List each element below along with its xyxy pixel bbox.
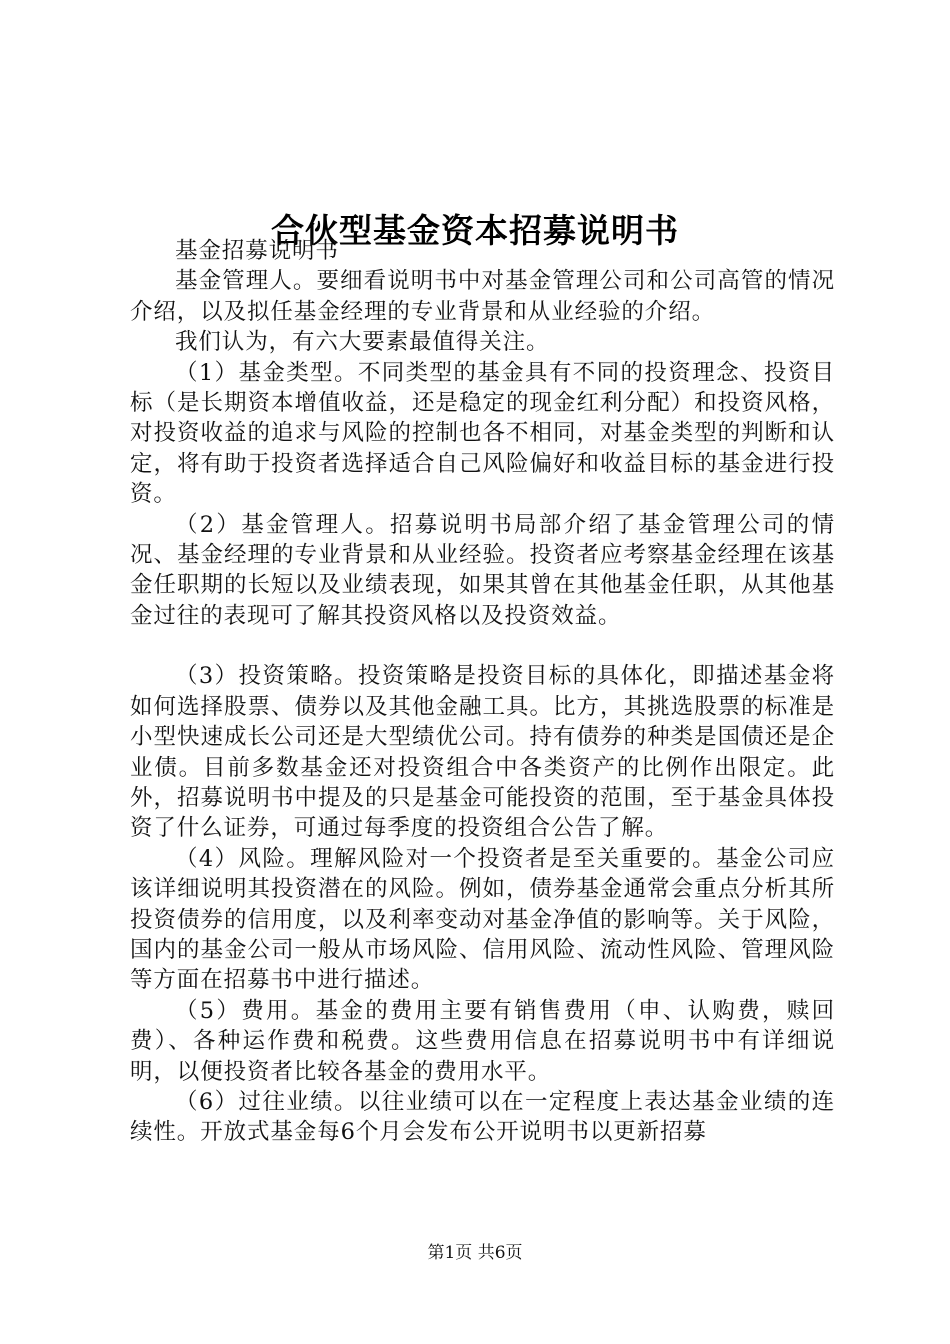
document-body (130, 236, 835, 1148)
page-number-footer: 第1页 共6页 (427, 1243, 523, 1263)
paragraph: （4）风险。理解风险对一个投资者是至关重要的。基金公司应该详细说明其投资潜在的风险。例如，债券基金通常会重点分析其所投资债券的信用度，以及利率变动对基金净值的影响等。关于风险，国内的基金公司一般从市场风险、信用风险、流动性风险、管理风险等方面在招募书中进行描述。 (130, 845, 835, 994)
paragraph: 基金管理人。要细看说明书中对基金管理公司和公司高管的情况介绍，以及拟任基金经理的专业背景和从业经验的介绍。 (130, 268, 835, 325)
paragraph: （5）费用。基金的费用主要有销售费用（申、认购费，赎回费）、各种运作费和税费。这些费用信息在招募说明书中有详细说明，以便投资者比较各基金的费用水平。 (130, 997, 835, 1085)
paragraph: （1）基金类型。不同类型的基金具有不同的投资理念、投资目标（是长期资本增值收益，还是稳定的现金红利分配）和投资风格，对投资收益的追求与风险的控制也各不相同，对基金类型的判断和认定，将有助于投资者选择适合自己风险偏好和收益目标的基金进行投资。 (130, 359, 835, 508)
document-title: 合伙型基金资本招募说明书 (271, 211, 679, 251)
paragraph: 基金招募说明书 (175, 238, 339, 264)
paragraph: （3）投资策略。投资策略是投资目标的具体化，即描述基金将如何选择股票、债券以及其他金融工具。比方，其挑选股票的标准是小型快速成长公司还是大型绩优公司。持有债券的种类是国债还是企业债。目前多数基金还对投资组合中各类资产的比例作出限定。此外，招募说明书中提及的只是基金可能投资的范围，至于基金具体投资了什么证券，可通过每季度的投资组合公告了解。 (130, 663, 835, 842)
paragraph: 我们认为，有六大要素最值得关注。 (175, 329, 550, 356)
paragraph: （2）基金管理人。招募说明书局部介绍了基金管理公司的情况、基金经理的专业背景和从业经验。投资者应考察基金经理在该基金任职期的长短以及业绩表现，如果其曾在其他基金任职，从其他基金过往的表现可了解其投资风格以及投资效益。 (130, 511, 835, 629)
paragraph: （6）过往业绩。以往业绩可以在一定程度上表达基金业绩的连续性。开放式基金每6个月会发布公开说明书以更新招募 (130, 1088, 835, 1146)
